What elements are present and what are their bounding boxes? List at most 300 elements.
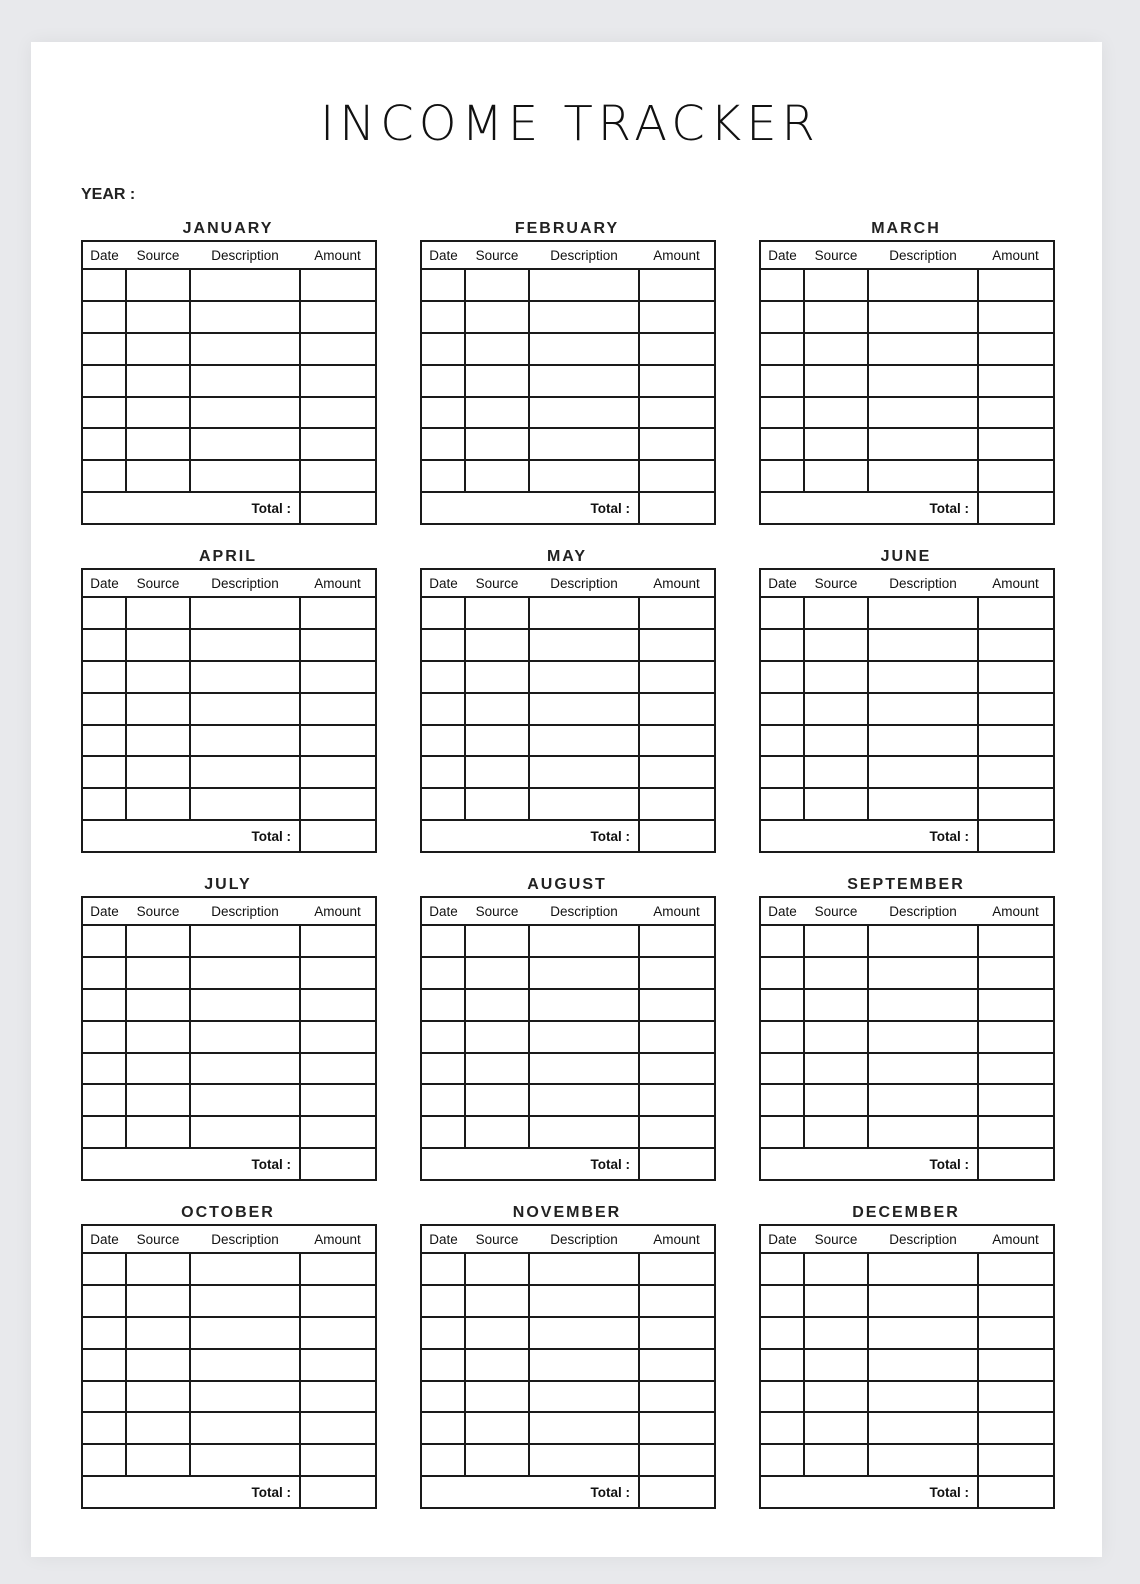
entry-cell-date[interactable] bbox=[82, 365, 126, 397]
entry-cell-date[interactable] bbox=[82, 428, 126, 460]
entry-cell-source[interactable] bbox=[126, 460, 190, 492]
total-cell[interactable] bbox=[639, 1476, 715, 1508]
entry-cell-source[interactable] bbox=[804, 1021, 868, 1053]
entry-cell-source[interactable] bbox=[465, 756, 529, 788]
entry-cell-amount[interactable] bbox=[639, 1317, 715, 1349]
entry-cell-description[interactable] bbox=[529, 957, 639, 989]
entry-cell-description[interactable] bbox=[868, 1021, 978, 1053]
entry-cell-description[interactable] bbox=[529, 301, 639, 333]
entry-cell-source[interactable] bbox=[804, 957, 868, 989]
entry-cell-description[interactable] bbox=[190, 428, 300, 460]
entry-cell-source[interactable] bbox=[126, 725, 190, 757]
entry-cell-description[interactable] bbox=[529, 333, 639, 365]
entry-cell-description[interactable] bbox=[529, 1084, 639, 1116]
entry-cell-description[interactable] bbox=[868, 788, 978, 820]
entry-cell-description[interactable] bbox=[190, 1381, 300, 1413]
entry-cell-description[interactable] bbox=[190, 1116, 300, 1148]
entry-cell-source[interactable] bbox=[126, 301, 190, 333]
entry-cell-source[interactable] bbox=[804, 460, 868, 492]
entry-cell-date[interactable] bbox=[760, 301, 804, 333]
entry-cell-date[interactable] bbox=[760, 333, 804, 365]
entry-cell-source[interactable] bbox=[126, 1444, 190, 1476]
entry-cell-date[interactable] bbox=[82, 756, 126, 788]
entry-cell-amount[interactable] bbox=[300, 1084, 376, 1116]
entry-cell-amount[interactable] bbox=[300, 957, 376, 989]
entry-cell-source[interactable] bbox=[804, 661, 868, 693]
entry-cell-amount[interactable] bbox=[978, 1084, 1054, 1116]
entry-cell-source[interactable] bbox=[465, 629, 529, 661]
entry-cell-source[interactable] bbox=[126, 1253, 190, 1285]
entry-cell-date[interactable] bbox=[421, 1253, 465, 1285]
entry-cell-date[interactable] bbox=[82, 1116, 126, 1148]
total-cell[interactable] bbox=[300, 820, 376, 852]
entry-cell-description[interactable] bbox=[190, 1053, 300, 1085]
entry-cell-description[interactable] bbox=[868, 301, 978, 333]
entry-cell-amount[interactable] bbox=[978, 1253, 1054, 1285]
entry-cell-date[interactable] bbox=[82, 957, 126, 989]
entry-cell-amount[interactable] bbox=[639, 269, 715, 301]
entry-cell-description[interactable] bbox=[190, 989, 300, 1021]
entry-cell-date[interactable] bbox=[760, 597, 804, 629]
total-cell[interactable] bbox=[978, 1476, 1054, 1508]
entry-cell-description[interactable] bbox=[868, 989, 978, 1021]
entry-cell-amount[interactable] bbox=[639, 1349, 715, 1381]
entry-cell-amount[interactable] bbox=[639, 597, 715, 629]
entry-cell-source[interactable] bbox=[126, 397, 190, 429]
entry-cell-source[interactable] bbox=[465, 365, 529, 397]
total-cell[interactable] bbox=[978, 492, 1054, 524]
entry-cell-amount[interactable] bbox=[300, 661, 376, 693]
entry-cell-source[interactable] bbox=[465, 725, 529, 757]
entry-cell-description[interactable] bbox=[868, 428, 978, 460]
total-cell[interactable] bbox=[978, 1148, 1054, 1180]
entry-cell-source[interactable] bbox=[804, 1381, 868, 1413]
entry-cell-amount[interactable] bbox=[978, 397, 1054, 429]
entry-cell-date[interactable] bbox=[421, 1412, 465, 1444]
entry-cell-source[interactable] bbox=[126, 756, 190, 788]
entry-cell-date[interactable] bbox=[760, 1285, 804, 1317]
entry-cell-source[interactable] bbox=[804, 756, 868, 788]
entry-cell-description[interactable] bbox=[190, 1021, 300, 1053]
entry-cell-source[interactable] bbox=[465, 1285, 529, 1317]
entry-cell-description[interactable] bbox=[529, 693, 639, 725]
entry-cell-description[interactable] bbox=[529, 397, 639, 429]
entry-cell-date[interactable] bbox=[421, 397, 465, 429]
entry-cell-date[interactable] bbox=[421, 1349, 465, 1381]
entry-cell-source[interactable] bbox=[804, 788, 868, 820]
entry-cell-date[interactable] bbox=[421, 756, 465, 788]
entry-cell-amount[interactable] bbox=[978, 989, 1054, 1021]
entry-cell-amount[interactable] bbox=[300, 269, 376, 301]
entry-cell-date[interactable] bbox=[421, 597, 465, 629]
entry-cell-amount[interactable] bbox=[978, 629, 1054, 661]
entry-cell-source[interactable] bbox=[126, 269, 190, 301]
entry-cell-source[interactable] bbox=[465, 460, 529, 492]
entry-cell-date[interactable] bbox=[82, 597, 126, 629]
entry-cell-source[interactable] bbox=[126, 1021, 190, 1053]
entry-cell-description[interactable] bbox=[868, 661, 978, 693]
entry-cell-date[interactable] bbox=[760, 1412, 804, 1444]
entry-cell-date[interactable] bbox=[760, 460, 804, 492]
entry-cell-date[interactable] bbox=[760, 1444, 804, 1476]
entry-cell-date[interactable] bbox=[421, 725, 465, 757]
entry-cell-date[interactable] bbox=[760, 1116, 804, 1148]
entry-cell-amount[interactable] bbox=[639, 1253, 715, 1285]
entry-cell-description[interactable] bbox=[529, 1317, 639, 1349]
entry-cell-date[interactable] bbox=[82, 301, 126, 333]
entry-cell-amount[interactable] bbox=[978, 460, 1054, 492]
entry-cell-description[interactable] bbox=[190, 693, 300, 725]
entry-cell-description[interactable] bbox=[529, 1381, 639, 1413]
entry-cell-description[interactable] bbox=[190, 1444, 300, 1476]
entry-cell-source[interactable] bbox=[126, 1285, 190, 1317]
entry-cell-description[interactable] bbox=[868, 756, 978, 788]
entry-cell-amount[interactable] bbox=[300, 693, 376, 725]
entry-cell-date[interactable] bbox=[421, 1084, 465, 1116]
entry-cell-source[interactable] bbox=[804, 1084, 868, 1116]
entry-cell-source[interactable] bbox=[465, 693, 529, 725]
entry-cell-source[interactable] bbox=[465, 1116, 529, 1148]
entry-cell-source[interactable] bbox=[126, 428, 190, 460]
entry-cell-source[interactable] bbox=[804, 365, 868, 397]
entry-cell-amount[interactable] bbox=[639, 788, 715, 820]
entry-cell-date[interactable] bbox=[82, 269, 126, 301]
entry-cell-date[interactable] bbox=[82, 1349, 126, 1381]
entry-cell-source[interactable] bbox=[465, 788, 529, 820]
entry-cell-amount[interactable] bbox=[639, 989, 715, 1021]
entry-cell-date[interactable] bbox=[421, 1317, 465, 1349]
entry-cell-amount[interactable] bbox=[639, 1381, 715, 1413]
entry-cell-date[interactable] bbox=[82, 925, 126, 957]
entry-cell-date[interactable] bbox=[82, 1412, 126, 1444]
entry-cell-description[interactable] bbox=[529, 1116, 639, 1148]
entry-cell-date[interactable] bbox=[82, 629, 126, 661]
entry-cell-description[interactable] bbox=[868, 397, 978, 429]
entry-cell-date[interactable] bbox=[421, 1444, 465, 1476]
entry-cell-amount[interactable] bbox=[978, 1285, 1054, 1317]
entry-cell-description[interactable] bbox=[868, 1084, 978, 1116]
entry-cell-description[interactable] bbox=[868, 957, 978, 989]
total-cell[interactable] bbox=[639, 820, 715, 852]
entry-cell-source[interactable] bbox=[465, 301, 529, 333]
entry-cell-amount[interactable] bbox=[978, 365, 1054, 397]
entry-cell-date[interactable] bbox=[82, 1381, 126, 1413]
entry-cell-amount[interactable] bbox=[639, 1444, 715, 1476]
entry-cell-description[interactable] bbox=[529, 1053, 639, 1085]
entry-cell-date[interactable] bbox=[82, 1053, 126, 1085]
entry-cell-date[interactable] bbox=[421, 693, 465, 725]
entry-cell-description[interactable] bbox=[190, 1412, 300, 1444]
entry-cell-date[interactable] bbox=[760, 693, 804, 725]
entry-cell-source[interactable] bbox=[465, 1084, 529, 1116]
entry-cell-source[interactable] bbox=[465, 597, 529, 629]
entry-cell-amount[interactable] bbox=[978, 1021, 1054, 1053]
entry-cell-amount[interactable] bbox=[978, 925, 1054, 957]
entry-cell-description[interactable] bbox=[868, 1381, 978, 1413]
entry-cell-description[interactable] bbox=[190, 1253, 300, 1285]
entry-cell-description[interactable] bbox=[190, 397, 300, 429]
entry-cell-description[interactable] bbox=[529, 597, 639, 629]
entry-cell-amount[interactable] bbox=[978, 1444, 1054, 1476]
entry-cell-amount[interactable] bbox=[300, 301, 376, 333]
entry-cell-date[interactable] bbox=[82, 397, 126, 429]
entry-cell-date[interactable] bbox=[760, 788, 804, 820]
entry-cell-source[interactable] bbox=[804, 597, 868, 629]
entry-cell-date[interactable] bbox=[760, 428, 804, 460]
entry-cell-description[interactable] bbox=[529, 756, 639, 788]
entry-cell-source[interactable] bbox=[804, 1053, 868, 1085]
entry-cell-amount[interactable] bbox=[639, 693, 715, 725]
entry-cell-date[interactable] bbox=[760, 725, 804, 757]
entry-cell-date[interactable] bbox=[421, 1285, 465, 1317]
entry-cell-amount[interactable] bbox=[300, 365, 376, 397]
entry-cell-amount[interactable] bbox=[978, 301, 1054, 333]
entry-cell-source[interactable] bbox=[804, 1412, 868, 1444]
entry-cell-amount[interactable] bbox=[978, 788, 1054, 820]
entry-cell-date[interactable] bbox=[760, 661, 804, 693]
entry-cell-date[interactable] bbox=[82, 661, 126, 693]
entry-cell-amount[interactable] bbox=[978, 661, 1054, 693]
entry-cell-description[interactable] bbox=[529, 269, 639, 301]
entry-cell-date[interactable] bbox=[82, 1285, 126, 1317]
entry-cell-source[interactable] bbox=[126, 925, 190, 957]
entry-cell-amount[interactable] bbox=[300, 925, 376, 957]
entry-cell-description[interactable] bbox=[529, 1285, 639, 1317]
entry-cell-date[interactable] bbox=[760, 629, 804, 661]
entry-cell-source[interactable] bbox=[126, 1317, 190, 1349]
entry-cell-amount[interactable] bbox=[300, 725, 376, 757]
entry-cell-description[interactable] bbox=[529, 1021, 639, 1053]
entry-cell-source[interactable] bbox=[465, 269, 529, 301]
entry-cell-amount[interactable] bbox=[639, 925, 715, 957]
entry-cell-amount[interactable] bbox=[300, 1412, 376, 1444]
entry-cell-description[interactable] bbox=[868, 1253, 978, 1285]
entry-cell-date[interactable] bbox=[421, 788, 465, 820]
entry-cell-description[interactable] bbox=[190, 756, 300, 788]
entry-cell-amount[interactable] bbox=[300, 1444, 376, 1476]
entry-cell-description[interactable] bbox=[529, 989, 639, 1021]
entry-cell-date[interactable] bbox=[421, 629, 465, 661]
entry-cell-amount[interactable] bbox=[639, 1053, 715, 1085]
entry-cell-amount[interactable] bbox=[978, 957, 1054, 989]
entry-cell-date[interactable] bbox=[421, 1116, 465, 1148]
entry-cell-description[interactable] bbox=[868, 1116, 978, 1148]
entry-cell-date[interactable] bbox=[760, 1349, 804, 1381]
entry-cell-date[interactable] bbox=[421, 925, 465, 957]
entry-cell-amount[interactable] bbox=[300, 989, 376, 1021]
entry-cell-amount[interactable] bbox=[978, 1053, 1054, 1085]
entry-cell-amount[interactable] bbox=[978, 1412, 1054, 1444]
entry-cell-date[interactable] bbox=[760, 397, 804, 429]
entry-cell-source[interactable] bbox=[465, 1444, 529, 1476]
entry-cell-amount[interactable] bbox=[639, 365, 715, 397]
entry-cell-date[interactable] bbox=[760, 925, 804, 957]
entry-cell-description[interactable] bbox=[190, 661, 300, 693]
total-cell[interactable] bbox=[639, 492, 715, 524]
entry-cell-source[interactable] bbox=[804, 629, 868, 661]
entry-cell-description[interactable] bbox=[868, 365, 978, 397]
entry-cell-source[interactable] bbox=[804, 1349, 868, 1381]
entry-cell-description[interactable] bbox=[529, 788, 639, 820]
entry-cell-description[interactable] bbox=[190, 1285, 300, 1317]
total-cell[interactable] bbox=[300, 1476, 376, 1508]
total-cell[interactable] bbox=[300, 492, 376, 524]
entry-cell-date[interactable] bbox=[421, 661, 465, 693]
entry-cell-date[interactable] bbox=[760, 756, 804, 788]
entry-cell-source[interactable] bbox=[126, 1053, 190, 1085]
entry-cell-date[interactable] bbox=[760, 1021, 804, 1053]
entry-cell-date[interactable] bbox=[82, 788, 126, 820]
entry-cell-description[interactable] bbox=[529, 1412, 639, 1444]
entry-cell-source[interactable] bbox=[465, 661, 529, 693]
entry-cell-date[interactable] bbox=[421, 989, 465, 1021]
entry-cell-description[interactable] bbox=[868, 1317, 978, 1349]
entry-cell-description[interactable] bbox=[529, 1349, 639, 1381]
entry-cell-date[interactable] bbox=[421, 301, 465, 333]
entry-cell-description[interactable] bbox=[190, 788, 300, 820]
entry-cell-amount[interactable] bbox=[978, 693, 1054, 725]
entry-cell-date[interactable] bbox=[82, 989, 126, 1021]
entry-cell-source[interactable] bbox=[804, 1285, 868, 1317]
entry-cell-amount[interactable] bbox=[300, 1349, 376, 1381]
entry-cell-source[interactable] bbox=[465, 397, 529, 429]
entry-cell-date[interactable] bbox=[760, 989, 804, 1021]
entry-cell-description[interactable] bbox=[190, 629, 300, 661]
entry-cell-source[interactable] bbox=[804, 397, 868, 429]
entry-cell-source[interactable] bbox=[465, 1349, 529, 1381]
entry-cell-amount[interactable] bbox=[978, 1317, 1054, 1349]
entry-cell-description[interactable] bbox=[868, 725, 978, 757]
entry-cell-date[interactable] bbox=[421, 333, 465, 365]
entry-cell-date[interactable] bbox=[82, 1317, 126, 1349]
entry-cell-amount[interactable] bbox=[300, 756, 376, 788]
total-cell[interactable] bbox=[300, 1148, 376, 1180]
entry-cell-source[interactable] bbox=[465, 925, 529, 957]
entry-cell-amount[interactable] bbox=[639, 428, 715, 460]
entry-cell-date[interactable] bbox=[421, 428, 465, 460]
entry-cell-date[interactable] bbox=[82, 1444, 126, 1476]
entry-cell-description[interactable] bbox=[529, 460, 639, 492]
entry-cell-description[interactable] bbox=[190, 597, 300, 629]
entry-cell-source[interactable] bbox=[126, 1116, 190, 1148]
entry-cell-source[interactable] bbox=[126, 597, 190, 629]
entry-cell-source[interactable] bbox=[465, 957, 529, 989]
entry-cell-amount[interactable] bbox=[300, 788, 376, 820]
entry-cell-description[interactable] bbox=[868, 333, 978, 365]
entry-cell-amount[interactable] bbox=[300, 597, 376, 629]
entry-cell-source[interactable] bbox=[804, 333, 868, 365]
entry-cell-description[interactable] bbox=[868, 269, 978, 301]
entry-cell-date[interactable] bbox=[82, 1084, 126, 1116]
entry-cell-source[interactable] bbox=[126, 661, 190, 693]
entry-cell-source[interactable] bbox=[804, 269, 868, 301]
entry-cell-description[interactable] bbox=[190, 1349, 300, 1381]
entry-cell-amount[interactable] bbox=[300, 397, 376, 429]
entry-cell-source[interactable] bbox=[126, 989, 190, 1021]
entry-cell-amount[interactable] bbox=[300, 1053, 376, 1085]
entry-cell-amount[interactable] bbox=[639, 1285, 715, 1317]
entry-cell-description[interactable] bbox=[190, 1317, 300, 1349]
entry-cell-source[interactable] bbox=[804, 989, 868, 1021]
entry-cell-description[interactable] bbox=[529, 365, 639, 397]
year-field[interactable]: YEAR : bbox=[81, 186, 136, 203]
entry-cell-source[interactable] bbox=[804, 301, 868, 333]
entry-cell-date[interactable] bbox=[421, 460, 465, 492]
entry-cell-description[interactable] bbox=[868, 1053, 978, 1085]
total-cell[interactable] bbox=[639, 1148, 715, 1180]
entry-cell-description[interactable] bbox=[868, 693, 978, 725]
entry-cell-description[interactable] bbox=[868, 1412, 978, 1444]
entry-cell-date[interactable] bbox=[760, 1053, 804, 1085]
entry-cell-amount[interactable] bbox=[300, 1317, 376, 1349]
entry-cell-source[interactable] bbox=[465, 1253, 529, 1285]
entry-cell-source[interactable] bbox=[804, 925, 868, 957]
entry-cell-description[interactable] bbox=[529, 1253, 639, 1285]
entry-cell-source[interactable] bbox=[804, 1116, 868, 1148]
entry-cell-description[interactable] bbox=[868, 597, 978, 629]
entry-cell-amount[interactable] bbox=[639, 957, 715, 989]
entry-cell-amount[interactable] bbox=[639, 629, 715, 661]
entry-cell-description[interactable] bbox=[190, 957, 300, 989]
entry-cell-description[interactable] bbox=[529, 629, 639, 661]
entry-cell-date[interactable] bbox=[760, 1084, 804, 1116]
entry-cell-source[interactable] bbox=[465, 1317, 529, 1349]
entry-cell-date[interactable] bbox=[82, 725, 126, 757]
entry-cell-description[interactable] bbox=[190, 301, 300, 333]
entry-cell-amount[interactable] bbox=[300, 460, 376, 492]
entry-cell-description[interactable] bbox=[529, 428, 639, 460]
entry-cell-description[interactable] bbox=[529, 725, 639, 757]
entry-cell-source[interactable] bbox=[126, 629, 190, 661]
entry-cell-date[interactable] bbox=[421, 1381, 465, 1413]
entry-cell-amount[interactable] bbox=[978, 725, 1054, 757]
entry-cell-source[interactable] bbox=[804, 725, 868, 757]
entry-cell-description[interactable] bbox=[529, 1444, 639, 1476]
entry-cell-date[interactable] bbox=[421, 365, 465, 397]
entry-cell-source[interactable] bbox=[465, 333, 529, 365]
entry-cell-amount[interactable] bbox=[639, 1116, 715, 1148]
entry-cell-amount[interactable] bbox=[978, 597, 1054, 629]
entry-cell-description[interactable] bbox=[868, 629, 978, 661]
entry-cell-date[interactable] bbox=[82, 1253, 126, 1285]
entry-cell-amount[interactable] bbox=[639, 725, 715, 757]
entry-cell-amount[interactable] bbox=[639, 333, 715, 365]
entry-cell-description[interactable] bbox=[868, 1349, 978, 1381]
entry-cell-description[interactable] bbox=[868, 925, 978, 957]
entry-cell-source[interactable] bbox=[804, 693, 868, 725]
entry-cell-source[interactable] bbox=[126, 365, 190, 397]
entry-cell-source[interactable] bbox=[465, 1053, 529, 1085]
entry-cell-source[interactable] bbox=[126, 333, 190, 365]
entry-cell-date[interactable] bbox=[421, 269, 465, 301]
entry-cell-description[interactable] bbox=[190, 925, 300, 957]
entry-cell-description[interactable] bbox=[868, 1285, 978, 1317]
total-cell[interactable] bbox=[978, 820, 1054, 852]
entry-cell-date[interactable] bbox=[82, 693, 126, 725]
entry-cell-amount[interactable] bbox=[978, 333, 1054, 365]
entry-cell-source[interactable] bbox=[804, 428, 868, 460]
entry-cell-amount[interactable] bbox=[639, 1084, 715, 1116]
entry-cell-date[interactable] bbox=[760, 957, 804, 989]
entry-cell-source[interactable] bbox=[465, 428, 529, 460]
entry-cell-amount[interactable] bbox=[978, 1116, 1054, 1148]
entry-cell-source[interactable] bbox=[804, 1253, 868, 1285]
entry-cell-source[interactable] bbox=[126, 1412, 190, 1444]
entry-cell-amount[interactable] bbox=[300, 333, 376, 365]
entry-cell-amount[interactable] bbox=[639, 460, 715, 492]
entry-cell-source[interactable] bbox=[126, 1381, 190, 1413]
entry-cell-source[interactable] bbox=[126, 1349, 190, 1381]
